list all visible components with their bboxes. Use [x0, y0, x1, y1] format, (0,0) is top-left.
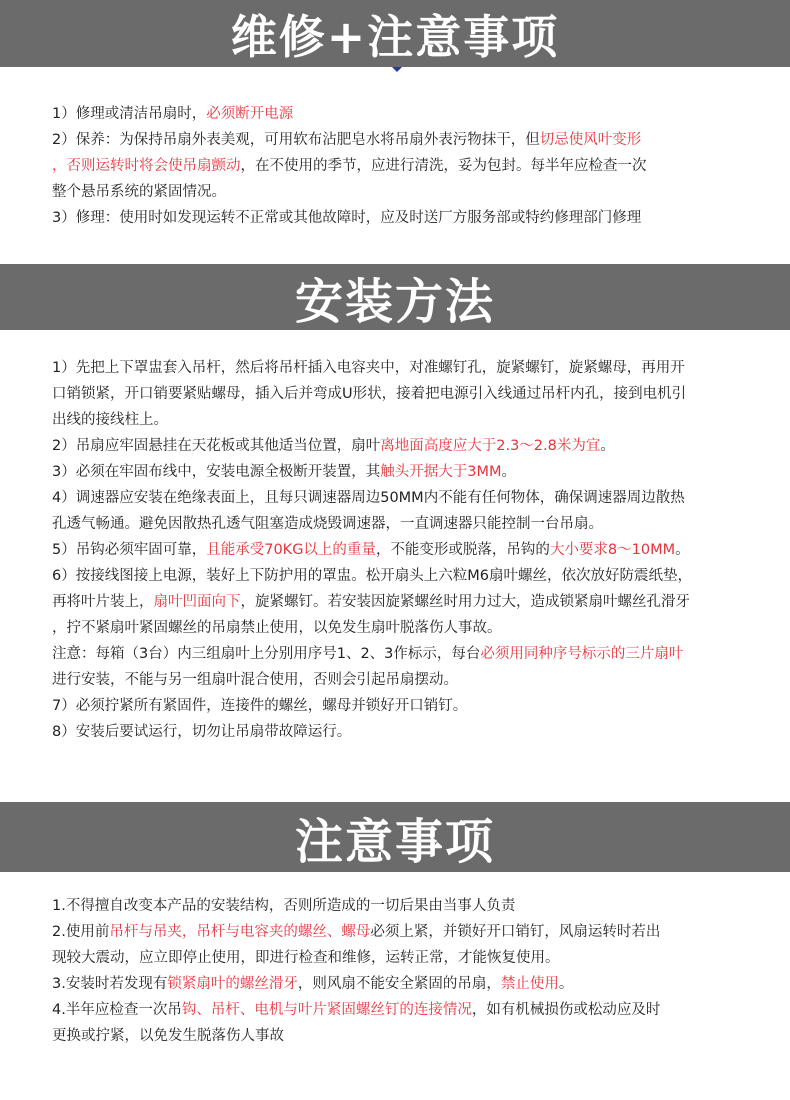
body-text: ，如有机械损伤或松动应及时 [471, 1002, 661, 1018]
text-line [52, 537, 767, 563]
body-text: ，不能变形或脱落，吊钩的 [375, 542, 550, 558]
precautions-list [52, 893, 767, 1049]
text-line [52, 919, 767, 945]
body-text: 口销锁紧，开口销要紧贴螺母，插入后并弯成U形状，接着把电源引入线通过吊杆内孔，接到电机引 [52, 386, 687, 402]
body-text: 。 [675, 542, 690, 558]
highlighted-text: 必须断开电源 [206, 106, 294, 122]
body-text: 进行安装，不能与另一组扇叶混合使用，否则会引起吊扇摆动。 [52, 672, 458, 688]
text-line [52, 179, 767, 205]
body-text: 5）吊钩必须牢固可靠， [52, 542, 207, 558]
text-line [52, 407, 767, 433]
highlighted-text: ，否则运转时将会使吊扇颤动 [52, 158, 241, 174]
body-text: 孔透气畅通。避免因散热孔透气阻塞造成烧毁调速器，一直调速器只能控制一台吊扇。 [52, 516, 603, 532]
body-text: 1.不得擅自改变本产品的安装结构，否则所造成的一切后果由当事人负责 [52, 898, 516, 914]
body-text: 1）修理或清洁吊扇时， [52, 106, 207, 122]
body-text: 更换或拧紧，以免发生脱落伤人事故 [52, 1028, 284, 1044]
installation-steps [52, 355, 767, 745]
body-text: 再将叶片装上， [52, 594, 154, 610]
body-text: 3）必须在牢固布线中，安装电源全极断开装置，其 [52, 464, 381, 480]
text-line [52, 615, 767, 641]
text-line [52, 719, 767, 745]
body-text: ，则风扇不能安全紧固的吊扇， [297, 976, 501, 992]
body-text: 注意：每箱（3台）内三组扇叶上分别用序号1、2、3作标示，每台 [52, 646, 481, 662]
highlighted-text: 必须用同种序号标示的三片扇叶 [480, 646, 684, 662]
highlighted-text: 钩、吊杆、电机与叶片紧固螺丝钉的连接情况 [181, 1002, 472, 1018]
text-line [52, 945, 767, 971]
body-text: 7）必须拧紧所有紧固件，连接件的螺丝，螺母并锁好开口销钉。 [52, 698, 468, 714]
text-line [52, 589, 767, 615]
body-text: 现较大震动，应立即停止使用，即进行检查和维修，运转正常，才能恢复使用。 [52, 950, 560, 966]
highlighted-text: 禁止使用 [500, 976, 559, 992]
text-line [52, 153, 767, 179]
body-text: 2.使用前 [52, 924, 110, 940]
text-line [52, 459, 767, 485]
section-title: 安装方法 [294, 273, 495, 330]
body-text: 3）修理：使用时如发现运转不正常或其他故障时，应及时送厂方服务部或特约修理部门修理 [52, 210, 642, 226]
text-line [52, 693, 767, 719]
body-text: ，拧不紧扇叶紧固螺丝的吊扇禁止使用，以免发生扇叶脱落伤人事故。 [52, 620, 502, 636]
highlighted-text: 离地面高度应大于2.3～2.8米为宜 [380, 438, 601, 454]
section-title: 注意事项 [294, 813, 495, 870]
body-text: 1）先把上下罩盅套入吊杆，然后将吊杆插入电容夹中，对准螺钉孔，旋紧螺钉，旋紧螺母，再用开 [52, 360, 685, 376]
body-text: 8）安装后要试运行，切勿让吊扇带故障运行。 [52, 724, 352, 740]
text-line [52, 667, 767, 693]
text-line [52, 893, 767, 919]
section-banner-installation [0, 264, 790, 330]
text-line [52, 127, 767, 153]
text-line [52, 381, 767, 407]
body-text: 整个悬吊系统的紧固情况。 [52, 184, 226, 200]
section-banner-precautions [0, 802, 790, 872]
highlighted-text: 锁紧扇叶的螺丝滑牙 [167, 976, 298, 992]
body-text: 。 [558, 976, 574, 992]
text-line [52, 433, 767, 459]
highlighted-text: 触头开据大于3MM [380, 464, 502, 480]
text-line [52, 1023, 767, 1049]
body-text: 4）调速器应安装在绝缘表面上，且每只调速器周边50MM内不能有任何物体，确保调速器周边散热 [52, 490, 685, 506]
text-line [52, 485, 767, 511]
body-text: 2）保养：为保持吊扇外表美观，可用软布沾肥皂水将吊扇外表污物抹干，但 [52, 132, 540, 148]
repair-notes [52, 101, 767, 231]
section-banner-repair [0, 0, 790, 67]
body-text: 3.安装时若发现有 [52, 976, 168, 992]
body-text: ，在不使用的季节，应进行清洗，妥为包封。每半年应检查一次 [240, 158, 647, 174]
body-text: 。 [600, 438, 615, 454]
highlighted-text: 切忌使风叶变形 [539, 132, 642, 148]
body-text: 2）吊扇应牢固悬挂在天花板或其他适当位置，扇叶 [52, 438, 381, 454]
body-text: ，旋紧螺钉。若安装因旋紧螺丝时用力过大，造成锁紧扇叶螺丝孔滑牙 [240, 594, 690, 610]
body-text: 。 [501, 464, 516, 480]
body-text: 出线的接线柱上。 [52, 412, 168, 428]
body-text: 6）按接线图接上电源，装好上下防护用的罩盅。松开扇头上六粒M6扇叶螺丝，依次放好防震纸垫， [52, 568, 692, 584]
text-line [52, 205, 767, 231]
text-line [52, 511, 767, 537]
text-line [52, 997, 767, 1023]
highlighted-text: 且能承受70KG以上的重量 [206, 542, 376, 558]
text-line [52, 355, 767, 381]
body-text: 4.半年应检查一次吊 [52, 1002, 182, 1018]
text-line [52, 101, 767, 127]
body-text: 必须上紧，并锁好开口销钉，风扇运转时若出 [370, 924, 661, 940]
highlighted-text: 扇叶凹面向下 [153, 594, 241, 610]
text-line [52, 641, 767, 667]
banner-notch [392, 67, 402, 72]
text-line [52, 563, 767, 589]
highlighted-text: 吊杆与吊夹，吊杆与电容夹的螺丝、螺母 [109, 924, 371, 940]
text-line [52, 971, 767, 997]
highlighted-text: 大小要求8～10MM [549, 542, 676, 558]
section-title: 维修+注意事项 [230, 9, 560, 64]
